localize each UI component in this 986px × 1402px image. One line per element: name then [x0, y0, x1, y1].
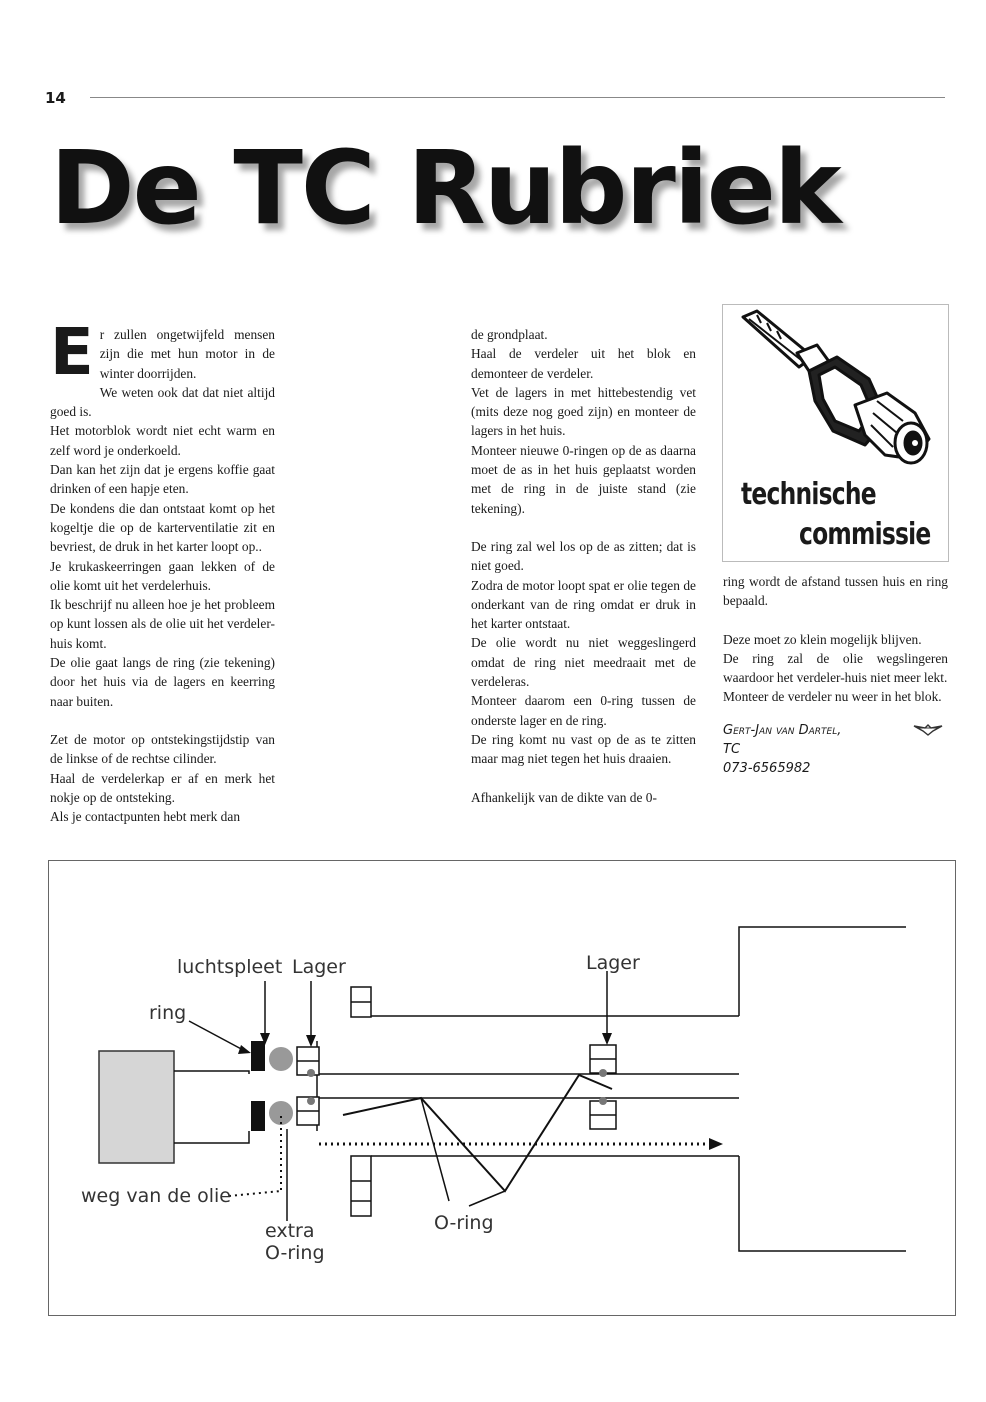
- paragraph: Je krukaskeerringen gaan lekken of de olie komt uit het verdelerhuis.: [50, 558, 275, 593]
- paragraph: Het motorblok wordt niet echt warm en zelf word je onderkoeld.: [50, 423, 275, 458]
- article-column-3: [723, 572, 948, 778]
- article-column-1: [50, 316, 275, 826]
- crankshaft-icon: [737, 309, 937, 479]
- paragraph-gap: [471, 518, 696, 537]
- paragraph: r zullen ongetwijfeld mensen zijn die met hun motor in de winter doorrijden.: [99, 327, 275, 381]
- author-phone: 073-6565982: [723, 760, 811, 776]
- paragraph: Ik beschrijf nu alleen hoe je het probleem op kunt lossen als de olie uit het verdeler-huis komt.: [50, 597, 275, 651]
- article-column-2: [471, 325, 696, 807]
- author-org: TC: [723, 741, 741, 757]
- paragraph: De ring zal wel los op de as zitten; dat is niet goed.: [471, 538, 696, 574]
- tc-logo-box: [722, 304, 949, 562]
- paragraph: Monteer nieuwe 0-ringen op de as daarna moet de as in het huis geplaatst worden met de ring in de juiste stand (zie tekening).: [471, 442, 696, 516]
- paragraph: Haal de verdeler uit het blok en demonteer de verdeler.: [471, 346, 696, 381]
- diagram-drawing: [49, 861, 955, 1315]
- page-number: 14: [45, 89, 66, 107]
- paragraph: De kondens die dan ontstaat komt op het kogeltje die op de karterventilatie zit en bevriest, de druk in het karter loopt op..: [50, 500, 275, 555]
- paragraph: Deze moet zo klein mogelijk blijven.: [723, 631, 922, 647]
- label-lager-right: Lager: [586, 952, 640, 974]
- paragraph: Als je contactpunten hebt merk dan: [50, 809, 241, 825]
- paragraph-list: [50, 316, 275, 826]
- paragraph: Zet de motor op ontstekingstijdstip van de linkse of de rechtse cilinder.: [50, 731, 275, 767]
- paragraph: De ring komt nu vast op de as te zitten maar mag niet tegen het huis draaien.: [471, 731, 696, 767]
- label-extra-o-ring: O-ring: [265, 1242, 325, 1264]
- wing-logo-icon: [913, 723, 943, 737]
- paragraph-gap: [723, 611, 948, 630]
- paragraph: Vet de lagers in met hittebestendig vet (mits deze nog goed zijn) en monteer de lagers in het huis.: [471, 384, 696, 439]
- logo-text-technische: technische: [741, 477, 876, 512]
- label-o-ring: O-ring: [434, 1212, 494, 1234]
- paragraph: de grondplaat.: [471, 327, 548, 342]
- paragraph-gap: [50, 711, 275, 730]
- distributor-diagram: [48, 860, 956, 1316]
- paragraph: ring wordt de afstand tussen huis en ring bepaald.: [723, 574, 948, 609]
- paragraph-list: [723, 572, 948, 707]
- signature: [723, 721, 948, 778]
- paragraph: Monteer daarom een 0-ring tussen de onderste lager en de ring.: [471, 693, 696, 728]
- label-lager-left: Lager: [292, 956, 346, 978]
- label-extra: extra: [265, 1220, 315, 1242]
- paragraph: Zodra de motor loopt spat er olie tegen de onderkant van de ring omdat er druk in het karter ontstaat.: [471, 577, 696, 632]
- drop-cap: E: [50, 316, 94, 390]
- paragraph-gap: [471, 769, 696, 788]
- logo-text-commissie: commissie: [799, 517, 931, 552]
- paragraph: Monteer de verdeler nu weer in het blok.: [723, 689, 942, 705]
- label-weg-van-de-olie: weg van de olie: [81, 1185, 231, 1207]
- paragraph: De ring zal de olie wegslingeren waardoor het verdeler-huis niet meer lekt.: [723, 650, 948, 686]
- paragraph: Dan kan het zijn dat je ergens koffie gaat drinken of een hapje eten.: [50, 462, 275, 497]
- paragraph: De olie gaat langs de ring (zie tekening) door het huis via de lagers en keerring naar buiten.: [50, 655, 275, 709]
- paragraph-list: [471, 325, 696, 807]
- header-rule: [90, 97, 945, 98]
- author-name: Gert-Jan van Dartel,: [723, 722, 842, 738]
- label-luchtspleet: luchtspleet: [177, 956, 283, 978]
- paragraph: De olie wordt nu niet weggeslingerd omdat de ring niet meedraait met de verdeleras.: [471, 635, 696, 690]
- page-title: De TC Rubriek: [50, 129, 840, 248]
- paragraph: We weten ook dat dat niet altijd goed is.: [50, 384, 275, 420]
- label-ring: ring: [149, 1002, 187, 1024]
- paragraph: Haal de verdelerkap er af en merk het nokje op de ontsteking.: [50, 770, 275, 805]
- paragraph: Afhankelijk van de dikte van de 0-: [471, 789, 657, 805]
